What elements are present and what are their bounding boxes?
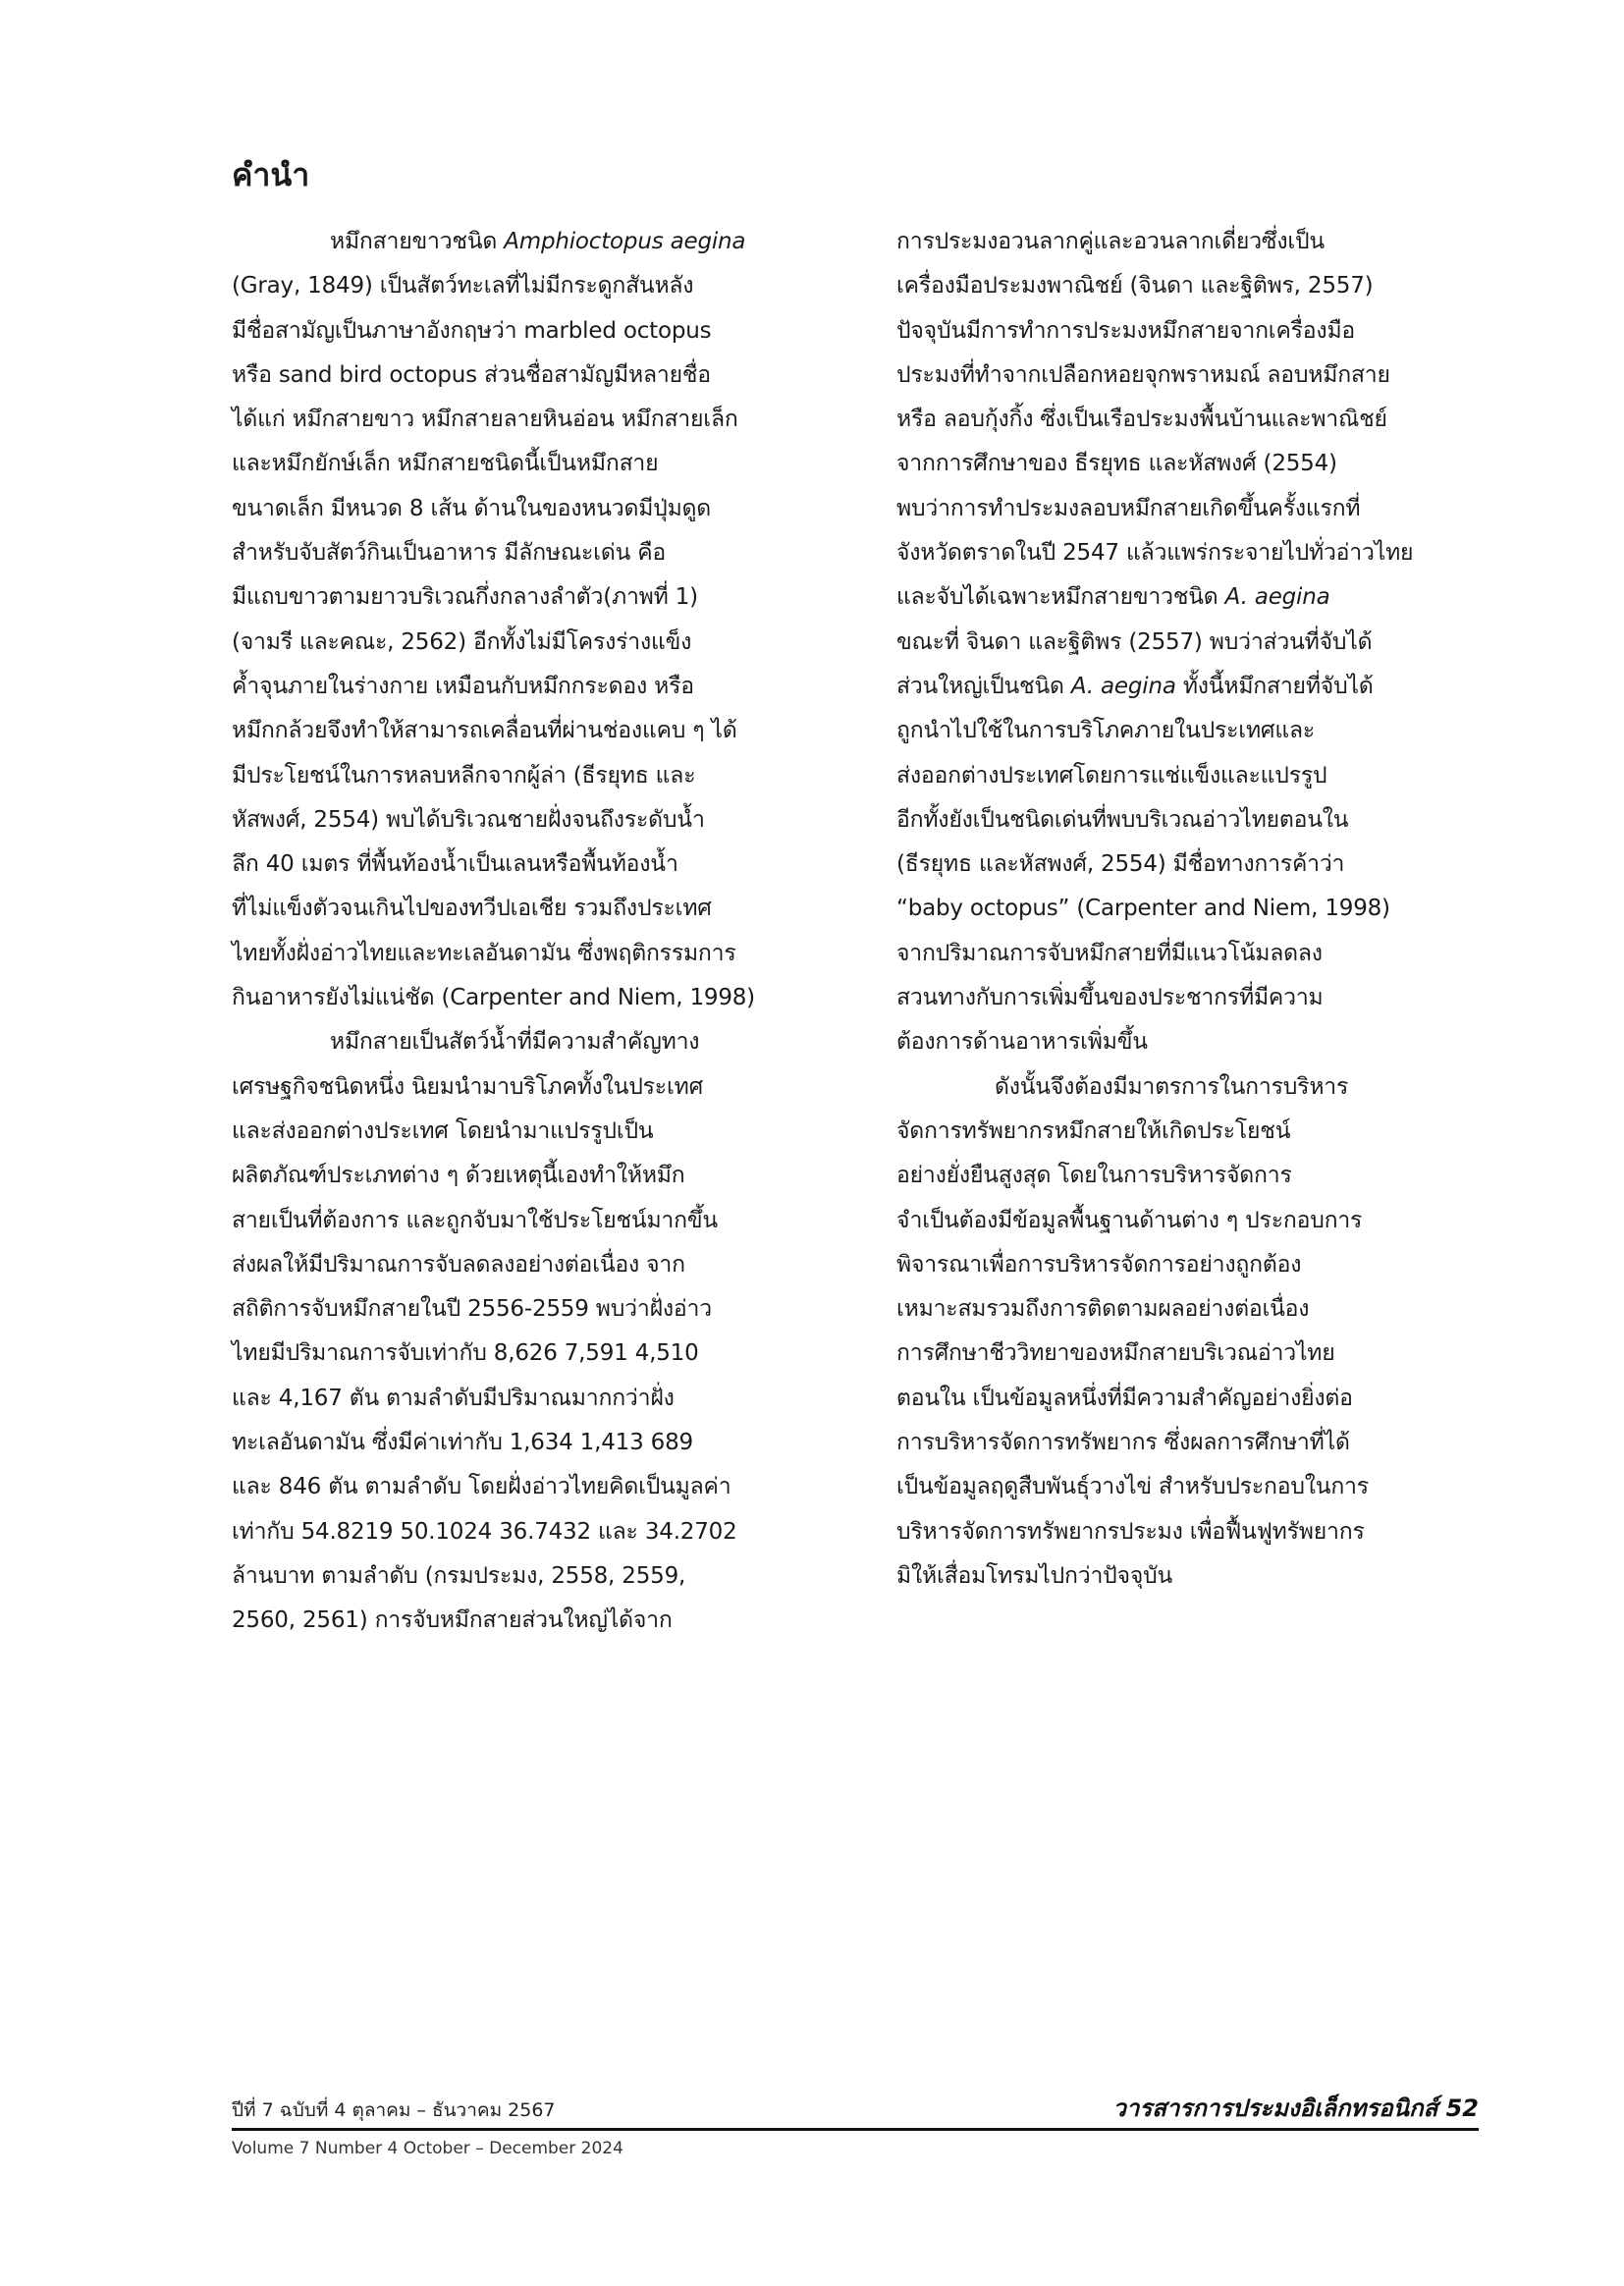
text-line: สถิติการจับหมึกสายในปี 2556-2559 พบว่าฝั่งอ่าว [232,1296,712,1323]
text-line: ประมงที่ทำจากเปลือกหอยจุกพราหมณ์ ลอบหมึกสาย [896,361,1390,388]
text-line: ลึก 40 เมตร ที่พื้นท้องน้ำเป็นเลนหรือพื้นท้องน้ำ [232,851,678,878]
text-line: หรือ sand bird octopus ส่วนชื่อสามัญมีหลายชื่อ [232,361,711,388]
text-line: จัดการทรัพยากรหมึกสายให้เกิดประโยชน์ [896,1117,1291,1144]
text-line: จากปริมาณการจับหมึกสายที่มีแนวโน้มลดลง [896,940,1323,966]
right-column [896,220,1478,1599]
text-line: 2560, 2561) การจับหมึกสายส่วนใหญ่ได้จาก [232,1607,673,1634]
text-line: ถูกนำไปใช้ในการบริโภคภายในประเทศและ [896,718,1316,744]
issue-english: Volume 7 Number 4 October – December 2024 [232,2139,623,2158]
text-line: การบริหารจัดการทรัพยากร ซึ่งผลการศึกษาที่ได้ [896,1430,1350,1456]
text-line: ทะเลอันดามัน ซึ่งมีค่าเท่ากับ 1,634 1,413 689 [232,1430,693,1456]
text-line: การประมงอวนลากคู่และอวนลากเดี่ยวซึ่งเป็น [896,229,1325,254]
footer-divider [232,2128,1479,2131]
text-line: พิจารณาเพื่อการบริหารจัดการอย่างถูกต้อง [896,1251,1302,1278]
text-line: หมึกสายขาวชนิด Amphioctopus aegina [330,229,746,254]
section-heading: คำนำ [232,156,310,193]
text-line: ส่วนใหญ่เป็นชนิด A. aegina ทั้งนี้หมึกสายที่จับได้ [896,673,1374,699]
text-line: จากการศึกษาของ ธีรยุทธ และหัสพงศ์ (2554) [896,451,1337,477]
text-line: ต้องการด้านอาหารเพิ่มขึ้น [896,1029,1148,1056]
issue-thai: ปีที่ 7 ฉบับที่ 4 ตุลาคม – ธันวาคม 2567 [232,2099,556,2121]
text-line: (Gray, 1849) เป็นสัตว์ทะเลที่ไม่มีกระดูกสันหลัง [232,273,694,299]
text-line: สวนทางกับการเพิ่มขึ้นของประชากรที่มีความ [896,985,1324,1011]
text-line: มีชื่อสามัญเป็นภาษาอังกฤษว่า marbled octopus [232,317,712,344]
text-line: เป็นข้อมูลฤดูสืบพันธุ์วางไข่ สำหรับประกอบในการ [896,1474,1369,1500]
text-line: ล้านบาท ตามลำดับ (กรมประมง, 2558, 2559, [232,1562,686,1589]
text-line: หรือ ลอบกุ้งกิ้ง ซึ่งเป็นเรือประมงพื้นบ้านและพาณิชย์ [896,407,1387,433]
text-line: การศึกษาชีววิทยาของหมึกสายบริเวณอ่าวไทย [896,1340,1335,1367]
text-line: ส่งออกต่างประเทศโดยการแช่แข็งและแปรรูป [896,762,1327,789]
text-line: ได้แก่ หมึกสายขาว หมึกสายลายหินอ่อน หมึกสายเล็ก [232,407,738,433]
text-line: บริหารจัดการทรัพยากรประมง เพื่อฟื้นฟูทรัพยากร [896,1518,1365,1545]
text-line: และ 846 ตัน ตามลำดับ โดยฝั่งอ่าวไทยคิดเป็นมูลค่า [232,1474,731,1500]
species-name: A. aegina [1070,673,1176,699]
text-line: และ 4,167 ตัน ตามลำดับมีปริมาณมากกว่าฝั่ง [232,1385,675,1411]
text-line: ที่ไม่แข็งตัวจนเกินไปของทวีปเอเชีย รวมถึงประเทศ [232,896,712,922]
text-line: ปัจจุบันมีการทำการประมงหมึกสายจากเครื่องมือ [896,317,1356,344]
text-line: ส่งผลให้มีปริมาณการจับลดลงอย่างต่อเนื่อง จาก [232,1251,685,1278]
text-line: เหมาะสมรวมถึงการติดตามผลอย่างต่อเนื่อง [896,1296,1310,1323]
text-line: ไทยทั้งฝั่งอ่าวไทยและทะเลอันดามัน ซึ่งพฤติกรรมการ [232,940,736,966]
text-line: กินอาหารยังไม่แน่ชัด (Carpenter and Niem, 1998) [232,985,755,1011]
text-line: สายเป็นที่ต้องการ และถูกจับมาใช้ประโยชน์มากขึ้น [232,1207,718,1233]
text-line: เท่ากับ 54.8219 50.1024 36.7432 และ 34.2702 [232,1518,737,1545]
text-line: (ธีรยุทธ และหัสพงศ์, 2554) มีชื่อทางการค้าว่า [896,851,1345,878]
text-line: จำเป็นต้องมีข้อมูลพื้นฐานด้านต่าง ๆ ประกอบการ [896,1207,1363,1233]
text-line: ค้ำจุนภายในร่างกาย เหมือนกับหมึกกระดอง หรือ [232,673,694,699]
text-line: ไทยมีปริมาณการจับเท่ากับ 8,626 7,591 4,510 [232,1340,699,1367]
text-line: ผลิตภัณฑ์ประเภทต่าง ๆ ด้วยเหตุนี้เองทำให้หมึก [232,1163,685,1189]
text-line: จังหวัดตราดในปี 2547 แล้วแพร่กระจายไปทั่วอ่าวไทย [896,540,1414,567]
species-name: Amphioctopus aegina [504,229,746,254]
text-line: เครื่องมือประมงพาณิชย์ (จินดา และฐิติพร, 2557) [896,273,1374,299]
text-line: มีแถบขาวตามยาวบริเวณกึ่งกลางลำตัว(ภาพที่ 1) [232,584,698,611]
text-line: มิให้เสื่อมโทรมไปกว่าปัจจุบัน [896,1562,1173,1589]
text-line: เศรษฐกิจชนิดหนึ่ง นิยมนำมาบริโภคทั้งในประเทศ [232,1073,703,1100]
text-line: มีประโยชน์ในการหลบหลีกจากผู้ล่า (ธีรยุทธ และ [232,762,696,789]
text-line: หมึกกล้วยจึงทำให้สามารถเคลื่อนที่ผ่านช่องแคบ ๆ ได้ [232,718,737,744]
text-line: อย่างยั่งยืนสูงสุด โดยในการบริหารจัดการ [896,1163,1292,1189]
text-line: ขนาดเล็ก มีหนวด 8 เส้น ด้านในของหนวดมีปุ่มดูด [232,495,711,521]
text-line: และจับได้เฉพาะหมึกสายขาวชนิด A. aegina [896,584,1330,611]
text-line: และส่งออกต่างประเทศ โดยนำมาแปรรูปเป็น [232,1117,654,1144]
text-line: ดังนั้นจึงต้องมีมาตรการในการบริหาร [995,1073,1349,1100]
text-line: “baby octopus” (Carpenter and Niem, 1998) [896,896,1390,922]
text-line: ตอนใน เป็นข้อมูลหนึ่งที่มีความสำคัญอย่างยิ่งต่อ [896,1385,1353,1411]
text-line: สำหรับจับสัตว์กินเป็นอาหาร มีลักษณะเด่น คือ [232,540,666,567]
text-line: หมึกสายเป็นสัตว์น้ำที่มีความสำคัญทาง [330,1029,700,1056]
text-line: (จามรี และคณะ, 2562) อีกทั้งไม่มีโครงร่างแข็ง [232,628,692,655]
text-line: อีกทั้งยังเป็นชนิดเด่นที่พบบริเวณอ่าวไทยตอนใน [896,806,1349,833]
journal-name-page-number: วารสารการประมงอิเล็กทรอนิกส์ 52 [1112,2095,1479,2122]
species-name: A. aegina [1224,584,1330,611]
left-column [232,220,813,1644]
text-line: ขณะที่ จินดา และฐิติพร (2557) พบว่าส่วนที่จับได้ [896,628,1373,655]
text-line: และหมึกยักษ์เล็ก หมึกสายชนิดนี้เป็นหมึกสาย [232,451,659,477]
text-line: พบว่าการทำประมงลอบหมึกสายเกิดขึ้นครั้งแรกที่ [896,495,1361,521]
text-line: หัสพงศ์, 2554) พบได้บริเวณชายฝั่งจนถึงระดับน้ำ [232,806,705,833]
